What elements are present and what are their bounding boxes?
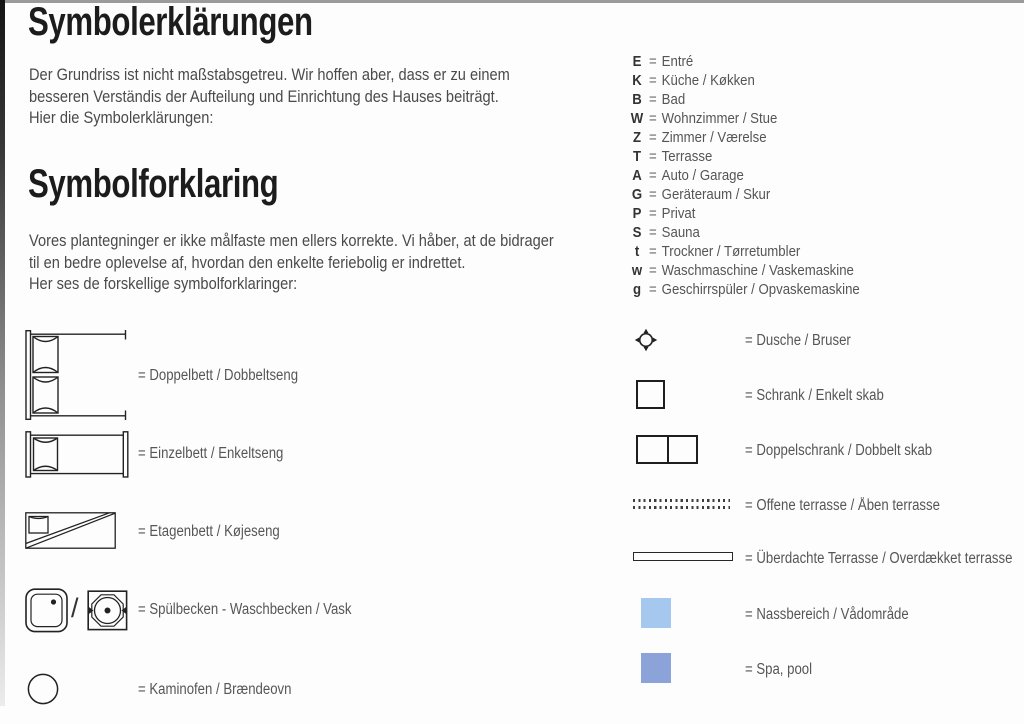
kitchen-sink-icon <box>25 588 68 633</box>
wood-stove-icon <box>27 673 59 705</box>
abbr-row-terrace <box>630 147 860 166</box>
abbr-letter: A <box>632 167 642 184</box>
abbr-label: Privat <box>661 205 696 222</box>
wood-stove-label: = Kaminofen / Brændeovn <box>138 681 292 698</box>
spa-pool-label: = Spa, pool <box>745 661 813 678</box>
abbr-row-livingroom <box>630 109 860 128</box>
equals-sign: = <box>649 224 657 241</box>
abbr-row-entree <box>630 52 860 71</box>
danish-title: Symbolforklaring <box>28 162 279 206</box>
wet-area-swatch <box>641 598 671 628</box>
abbr-label: Entré <box>661 53 694 70</box>
washbasin-icon <box>87 590 128 631</box>
danish-intro-line-3: Her ses de forskellige symbolforklaringer: <box>29 274 298 294</box>
single-bed-icon <box>25 431 129 478</box>
covered-terrace-label: = Überdachte Terrasse / Overdækket terrasse <box>745 550 1013 567</box>
abbr-label: Trockner / Tørretumbler <box>661 243 801 260</box>
abbr-label: Wohnzimmer / Stue <box>661 110 778 127</box>
equals-sign: = <box>649 72 657 89</box>
abbr-row-kitchen <box>630 71 860 90</box>
abbr-letter: w <box>631 262 643 279</box>
single-cabinet-icon <box>636 380 665 409</box>
sink-label: = Spülbecken - Waschbecken / Vask <box>138 601 352 618</box>
abbr-label: Bad <box>661 91 686 108</box>
double-bed-label: = Doppelbett / Dobbeltseng <box>138 367 299 384</box>
spa-pool-swatch <box>641 653 671 683</box>
abbr-letter: t <box>634 243 640 260</box>
abbr-row-bath <box>630 90 860 109</box>
abbr-row-dryer <box>630 242 860 261</box>
abbreviation-list <box>630 52 891 299</box>
abbr-letter: Z <box>632 129 642 146</box>
abbr-row-garage <box>630 166 860 185</box>
german-intro-paragraph <box>29 64 588 129</box>
equals-sign: = <box>649 205 657 222</box>
abbr-label: Waschmaschine / Vaskemaskine <box>661 262 854 279</box>
equals-sign: = <box>649 262 657 279</box>
abbr-row-private <box>630 204 860 223</box>
abbr-row-dishwasher <box>630 280 860 299</box>
danish-intro-paragraph <box>29 230 639 295</box>
german-intro-line-3: Hier die Symbolerklärungen: <box>29 108 214 128</box>
equals-sign: = <box>649 129 657 146</box>
abbr-letter: G <box>631 186 643 203</box>
abbr-label: Geräteraum / Skur <box>661 186 771 203</box>
german-title: Symbolerklärungen <box>28 0 313 44</box>
double-cabinet-icon <box>636 435 698 464</box>
wet-area-label: = Nassbereich / Vådområde <box>745 606 909 623</box>
sink-separator-slash: / <box>71 593 79 623</box>
abbr-label: Küche / Køkken <box>661 72 755 89</box>
open-terrace-icon <box>633 499 730 509</box>
double-bed-icon <box>25 330 128 420</box>
abbr-label: Sauna <box>661 224 700 241</box>
german-intro-line-1: Der Grundriss ist nicht maßstabsgetreu. Wir hoffen aber, dass er zu einem <box>29 65 510 84</box>
double-cabinet-label: = Doppelschrank / Dobbelt skab <box>745 442 933 459</box>
abbr-row-washer <box>630 261 860 280</box>
covered-terrace-icon <box>633 552 733 561</box>
cabinet-divider-line <box>667 437 669 462</box>
equals-sign: = <box>649 148 657 165</box>
equals-sign: = <box>649 91 657 108</box>
shower-label: = Dusche / Bruser <box>745 332 851 349</box>
abbr-letter: T <box>632 148 642 165</box>
abbr-row-shed <box>630 185 860 204</box>
abbr-letter: B <box>632 91 642 108</box>
abbr-letter: W <box>630 110 644 127</box>
abbr-label: Terrasse <box>661 148 713 165</box>
equals-sign: = <box>649 186 657 203</box>
abbr-letter: K <box>632 72 642 89</box>
shower-icon <box>634 328 658 352</box>
equals-sign: = <box>649 53 657 70</box>
abbr-row-room <box>630 128 860 147</box>
equals-sign: = <box>649 243 657 260</box>
dotted-line-row <box>633 499 730 502</box>
dotted-line-row <box>633 506 730 509</box>
equals-sign: = <box>649 167 657 184</box>
abbr-letter: S <box>632 224 642 241</box>
equals-sign: = <box>649 110 657 127</box>
danish-intro-line-1: Vores plantegninger er ikke målfaste men ellers korrekte. Vi håber, at de bidrager <box>29 231 554 250</box>
abbr-letter: P <box>632 205 642 222</box>
german-intro-line-2: besseren Verständis der Aufteilung und Einrichtung des Hauses beiträgt. <box>29 86 499 106</box>
abbr-label: Geschirrspüler / Opvaskemaskine <box>661 281 860 298</box>
bunk-bed-icon <box>25 512 116 549</box>
left-scan-edge <box>0 0 5 706</box>
abbr-row-sauna <box>630 223 860 242</box>
abbr-label: Auto / Garage <box>661 167 744 184</box>
single-bed-label: = Einzelbett / Enkeltseng <box>138 445 284 462</box>
equals-sign: = <box>649 281 657 298</box>
abbr-label: Zimmer / Værelse <box>661 129 767 146</box>
open-terrace-label: = Offene terrasse / Åben terrasse <box>745 497 940 514</box>
bunk-bed-label: = Etagenbett / Køjeseng <box>138 523 280 540</box>
abbr-letter: g <box>632 281 642 298</box>
single-cabinet-label: = Schrank / Enkelt skab <box>745 387 884 404</box>
danish-intro-line-2: til en bedre oplevelse af, hvordan den enkelte feriebolig er indrettet. <box>29 252 466 272</box>
abbr-letter: E <box>632 53 642 70</box>
